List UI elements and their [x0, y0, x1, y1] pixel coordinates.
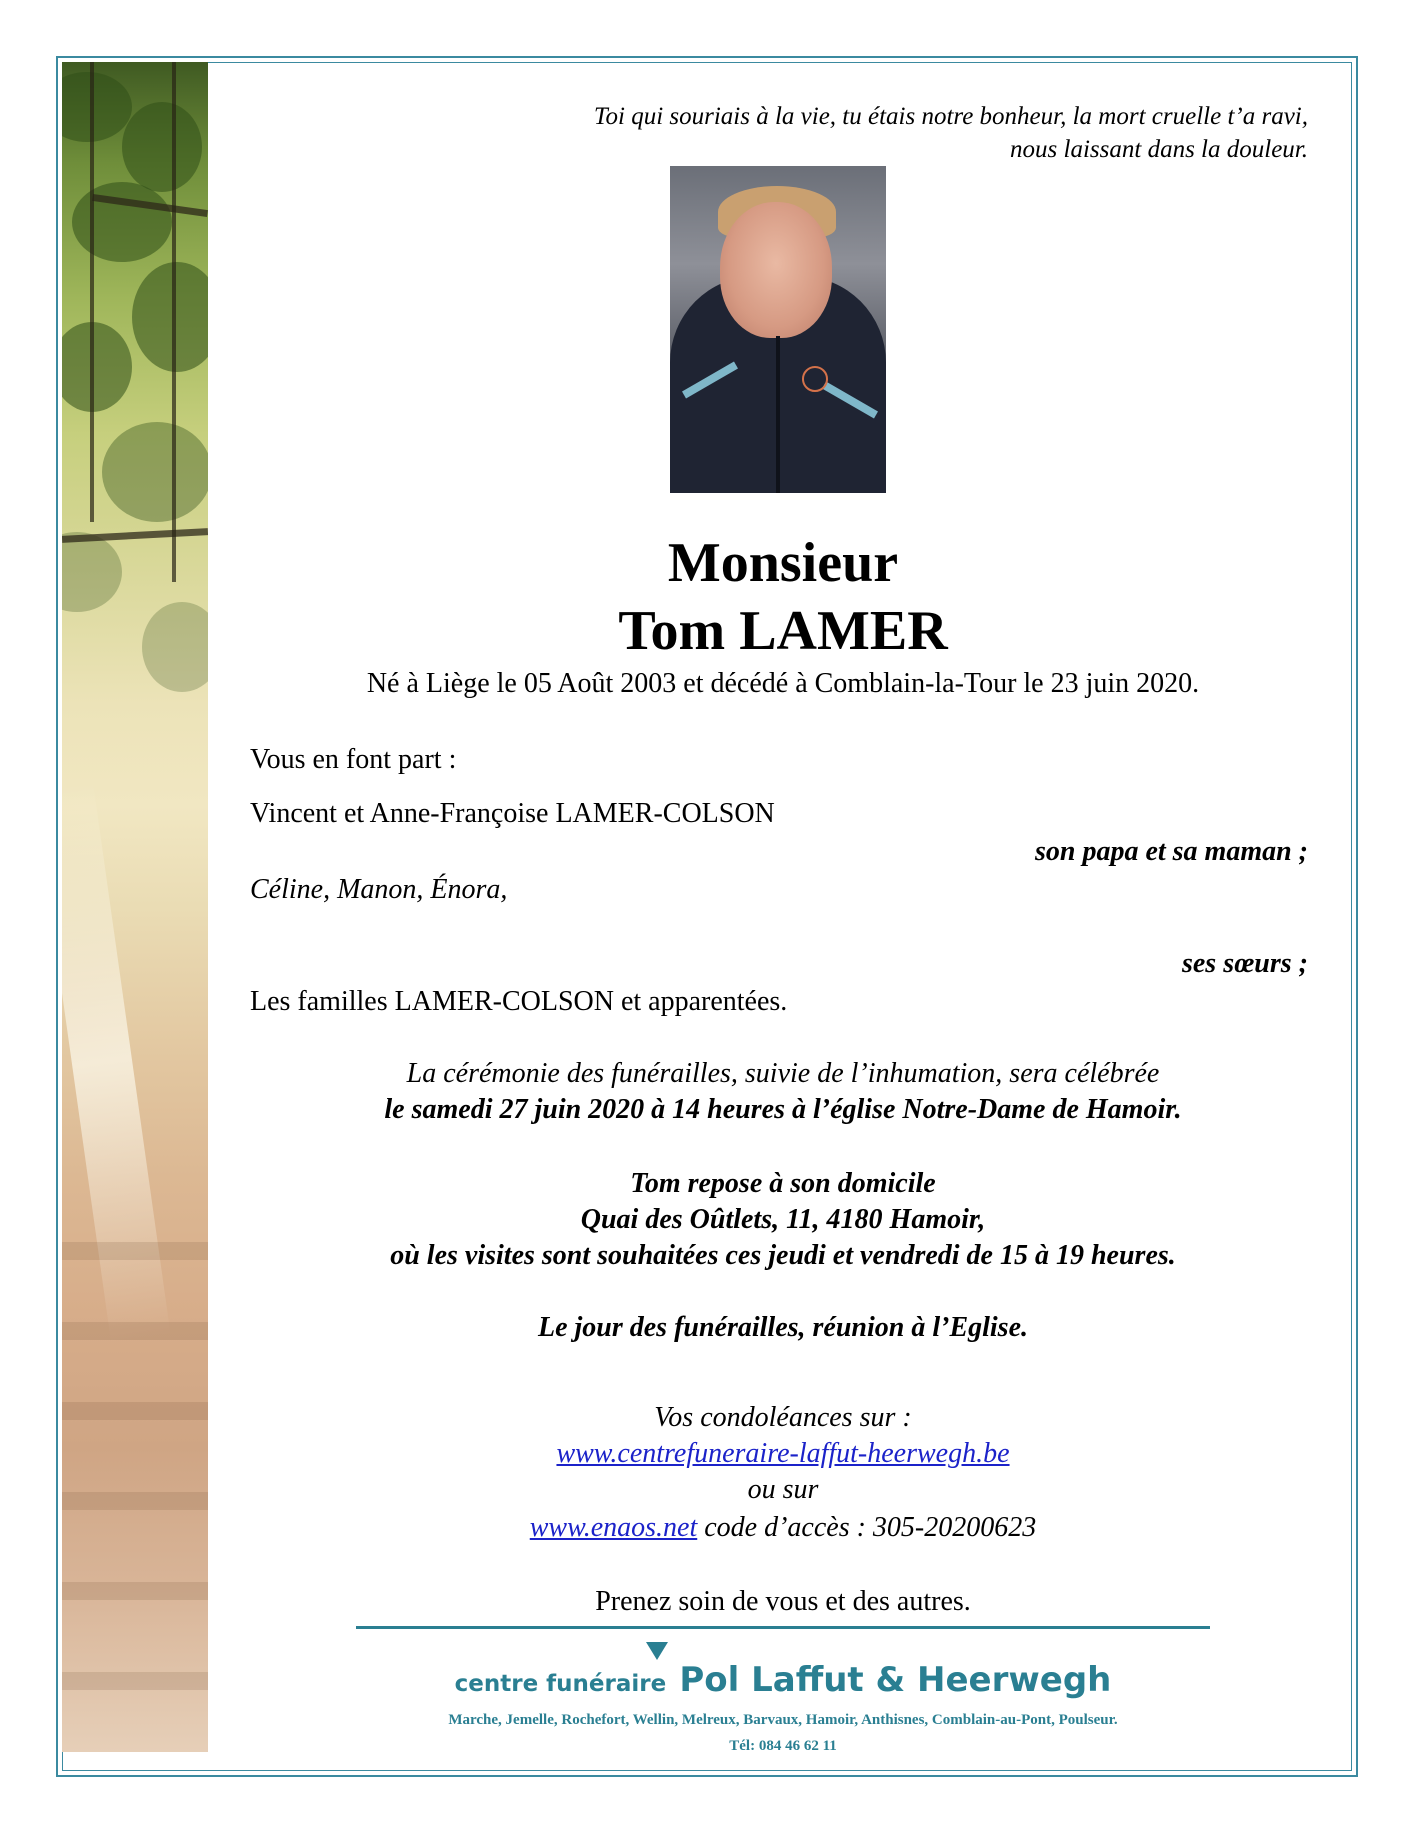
condolences-intro: Vos condoléances sur :: [654, 1402, 912, 1433]
epigraph-line-2: nous laissant dans la douleur.: [1010, 136, 1308, 163]
condolences-or: ou sur: [747, 1474, 819, 1505]
parents-relation: son papa et sa maman ;: [1034, 836, 1308, 867]
deceased-name: Tom LAMER: [618, 600, 948, 662]
ceremony-line-2: le samedi 27 juin 2020 à 14 heures à l’église Notre-Dame de Hamoir.: [384, 1094, 1182, 1125]
footer-phone: Tél: 084 46 62 11: [729, 1738, 837, 1754]
ceremony-line-1: La cérémonie des funérailles, suivie de l’inhumation, sera célébrée: [406, 1058, 1160, 1089]
announcement-intro: Vous en font part :: [250, 744, 457, 775]
closing-line: Prenez soin de vous et des autres.: [595, 1586, 971, 1617]
visitation-line-3: où les visites sont souhaitées ces jeudi et vendredi de 15 à 19 heures.: [390, 1240, 1176, 1271]
condolences-url-2-row: [208, 1510, 1358, 1546]
forest-path-photo: [62, 62, 208, 1752]
parents-names: Vincent et Anne-Françoise LAMER-COLSON: [250, 798, 775, 829]
visitation-line-2: Quai des Oûtlets, 11, 4180 Hamoir,: [580, 1204, 986, 1235]
logo-big-text: Pol Laffut & Heerwegh: [679, 1660, 1112, 1700]
gathering-line: Le jour des funérailles, réunion à l’Eglise.: [537, 1312, 1029, 1343]
footer-divider: [356, 1626, 1210, 1629]
portrait-photo: [670, 166, 886, 493]
visitation-line-1: Tom repose à son domicile: [630, 1168, 936, 1199]
birth-death-line: Né à Liège le 05 Août 2003 et décédé à Comblain-la-Tour le 23 juin 2020.: [366, 668, 1200, 699]
sisters-relation: ses sœurs ;: [1181, 948, 1308, 979]
epigraph-line-1: Toi qui souriais à la vie, tu étais notre bonheur, la mort cruelle t’a ravi,: [593, 103, 1308, 130]
condolences-link-1[interactable]: www.centrefuneraire-laffut-heerwegh.be: [556, 1438, 1010, 1469]
logo-small-text: centre funéraire: [454, 1671, 667, 1697]
families-line: Les familles LAMER-COLSON et apparentées.: [250, 986, 788, 1017]
logo-triangle-icon: [646, 1642, 668, 1660]
epigraph: [408, 100, 1308, 166]
condolences-url-1-row: [208, 1436, 1358, 1472]
funeral-home-logo: [356, 1660, 1210, 1700]
access-code: code d’accès : 305-20200623: [697, 1512, 1037, 1543]
honorific: Monsieur: [667, 532, 899, 594]
footer-localities: Marche, Jemelle, Rochefort, Wellin, Melreux, Barvaux, Hamoir, Anthisnes, Comblain-au-Pont, Poulseur.: [448, 1712, 1118, 1728]
condolences-link-2[interactable]: www.enaos.net: [529, 1512, 698, 1543]
sisters-names: Céline, Manon, Énora,: [250, 874, 508, 905]
